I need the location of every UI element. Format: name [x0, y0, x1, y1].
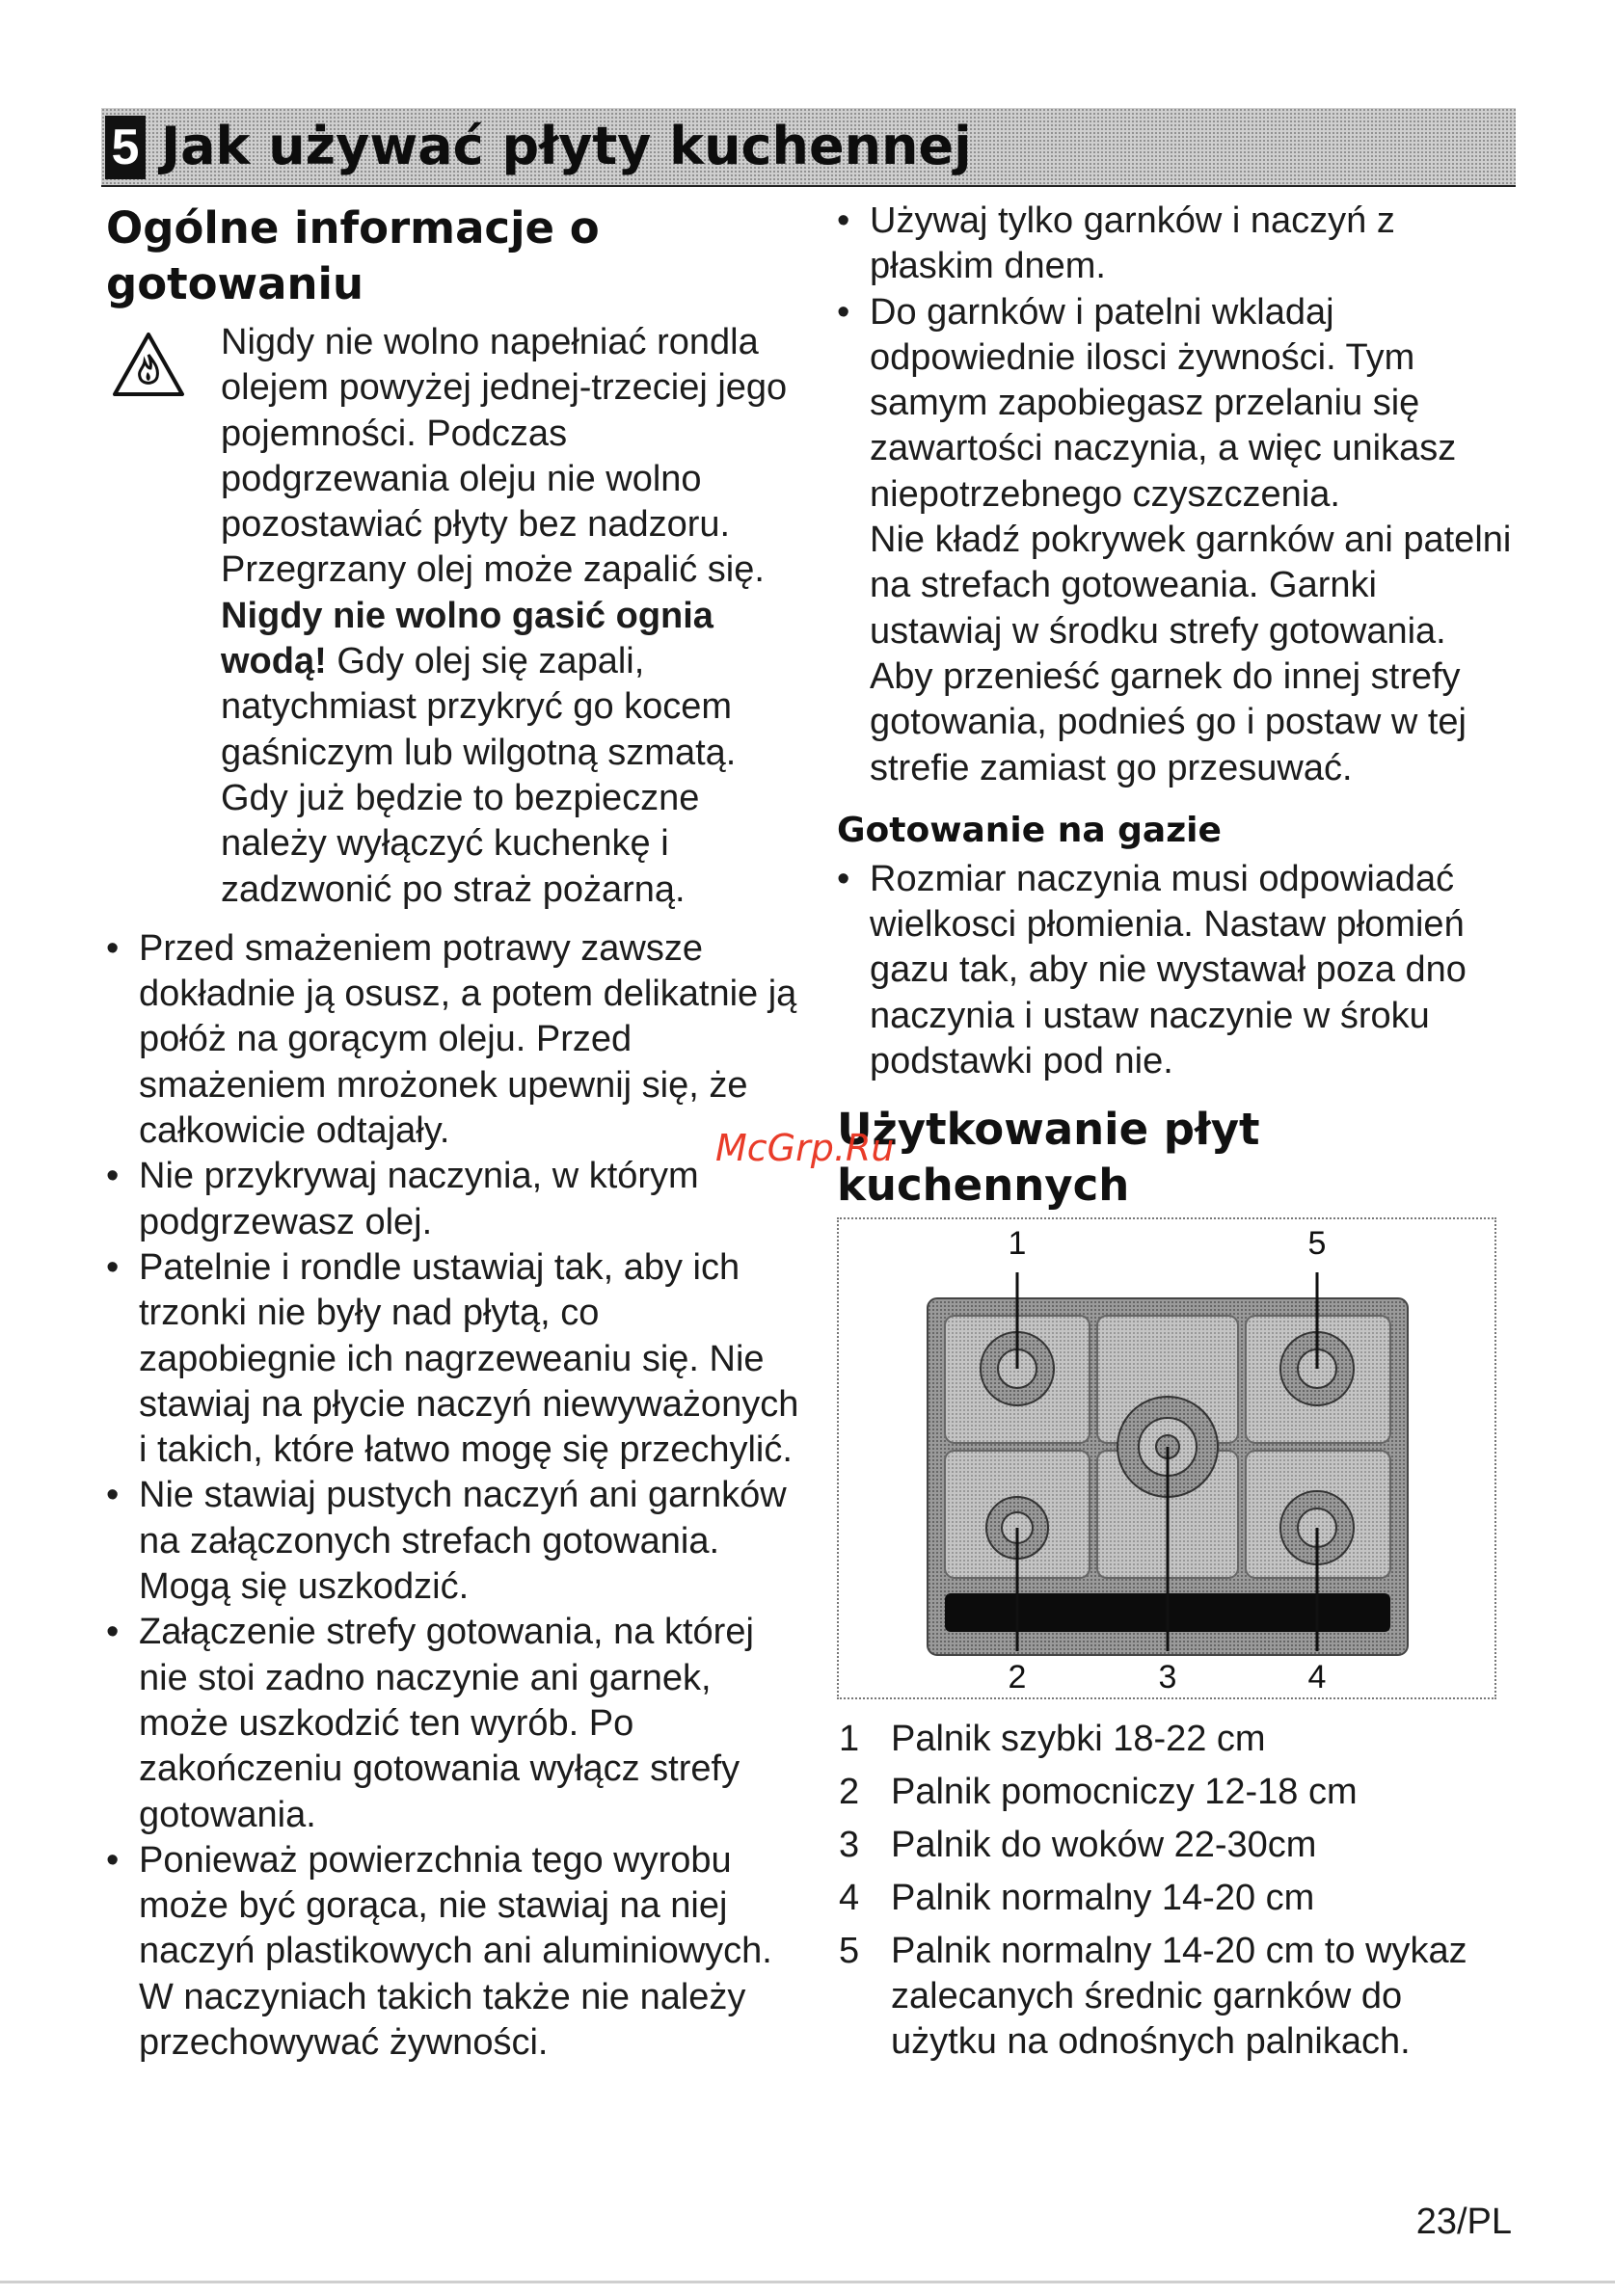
page-bottom-rule — [0, 2281, 1615, 2283]
oil-fire-warning — [106, 320, 805, 913]
legend-text: Palnik szybki 18-22 cm — [891, 1719, 1266, 1760]
list-item: • Patelnie i rondle ustawiaj tak, aby ich trzonki nie były nad płytą, co zapobiegnie ich nagrzeweaniu się. Nie stawiaj na płycie naczyń niewyważonych i takich, które łatwo mogę się przechylić. — [106, 1245, 805, 1473]
burner-legend — [837, 1717, 1512, 2065]
left-bullet-list — [106, 926, 805, 2066]
watermark: McGrp.Ru — [715, 1127, 895, 1169]
label-3: 3 — [1158, 1659, 1177, 1696]
legend-text: Palnik pomocniczy 12-18 cm — [891, 1772, 1358, 1813]
list-item: • Nie przykrywaj naczynia, w którym podgrzewasz olej. — [106, 1154, 805, 1245]
list-item: • Rozmiar naczynia musi odpowiadać wielkosci płomienia. Nastaw płomień gazu tak, aby nie wystawał poza dno naczynia i ustaw naczynie w śroku podstawki pod nie. — [837, 857, 1512, 1084]
list-item: • Przed smażeniem potrawy zawsze dokładnie ją osusz, a potem delikatnie ją połóż na gorącym oleju. Przed smażeniem mrożonek upewnij się, że całkowicie odtajały. — [106, 926, 805, 1154]
left-column — [106, 200, 805, 2066]
legend-text: Palnik normalny 14-20 cm — [891, 1878, 1315, 1919]
legend-number: 3 — [839, 1825, 860, 1866]
legend-number: 5 — [839, 1931, 860, 1972]
legend-item — [837, 1929, 1512, 2065]
legend-item — [837, 1876, 1512, 1921]
label-2: 2 — [1008, 1659, 1027, 1696]
list-item: • Ponieważ powierzchnia tego wyrobu może być gorąca, nie stawiaj na niej naczyń plastikowych ani aluminiowych. W naczyniach takich także nie należy przechowywać żywności. — [106, 1838, 805, 2066]
legend-number: 2 — [839, 1772, 860, 1813]
legend-item — [837, 1770, 1512, 1815]
label-5: 5 — [1307, 1225, 1327, 1263]
list-item: • Nie stawiaj pustych naczyń ani garnków na załączonych strefach gotowania. Mogą się uszkodzić. — [106, 1473, 805, 1610]
list-item: • Załączenie strefy gotowania, na której nie stoi zadno naczynie ani garnek, może uszkodzić ten wyrób. Po zakończeniu gotowania wyłącz strefy gotowania. — [106, 1610, 805, 1837]
legend-number: 1 — [839, 1719, 860, 1760]
section-heading-usage: Użytkowanie płyt kuchennych — [837, 1104, 1260, 1212]
chapter-title: Jak używać płyty kuchennej — [161, 116, 972, 176]
fire-warning-icon — [112, 332, 185, 397]
right-column — [837, 199, 1512, 2072]
legend-number: 4 — [839, 1878, 860, 1919]
chapter-header — [101, 108, 1516, 187]
label-4: 4 — [1307, 1659, 1327, 1696]
warning-text-before: Nigdy nie wolno napełniać rondla olejem powyżej jednej-trzeciej jego pojemności. Podczas podgrzewania oleju nie wolno pozostawiać płyty bez nadzoru. Przegrzany olej może zapalić się. — [221, 322, 788, 591]
right-bullet-list — [837, 199, 1512, 791]
list-item: • Używaj tylko garnków i naczyń z płaskim dnem. — [837, 199, 1512, 290]
legend-item — [837, 1717, 1512, 1762]
warning-text-bold: Nigdy nie wolno gasić ognia wodą! — [221, 595, 713, 682]
legend-item — [837, 1823, 1512, 1868]
hob-diagram — [837, 1217, 1496, 1699]
hob-illustration — [839, 1219, 1494, 1697]
legend-text: Palnik normalny 14-20 cm to wykaz zalecanych średnic garnków do użytku na odnośnych palnikach. — [891, 1931, 1467, 2063]
chapter-number: 5 — [105, 116, 146, 179]
page-number: 23/PL — [1415, 2202, 1512, 2242]
warning-text-after: Gdy olej się zapali, natychmiast przykryć go kocem gaśniczym lub wilgotną szmatą. Gdy już będzie to bezpieczne należy wyłączyć kuchenkę i zadzwonić po straż pożarną. — [221, 641, 737, 910]
label-1: 1 — [1008, 1225, 1027, 1263]
section-heading-general: Ogólne informacje o gotowaniu — [106, 202, 600, 309]
list-item: • Do garnków i patelni wkladaj odpowiednie ilosci żywności. Tym samym zapobiegasz przelaniu się zawartości naczynia, a więc unikasz niepotrzebnego czyszczenia. Nie kładź pokrywek garnków ani patelni na strefach gotoweania. Garnki ustawiaj w środku strefy gotowania. Aby przenieść garnek do innej strefy gotowania, podnieś go i postaw w tej strefie zamiast go przesuwać. — [837, 290, 1512, 791]
legend-text: Palnik do woków 22-30cm — [891, 1825, 1317, 1866]
section-heading-gas: Gotowanie na gazie — [837, 810, 1222, 850]
gas-bullet-list — [837, 857, 1512, 1084]
